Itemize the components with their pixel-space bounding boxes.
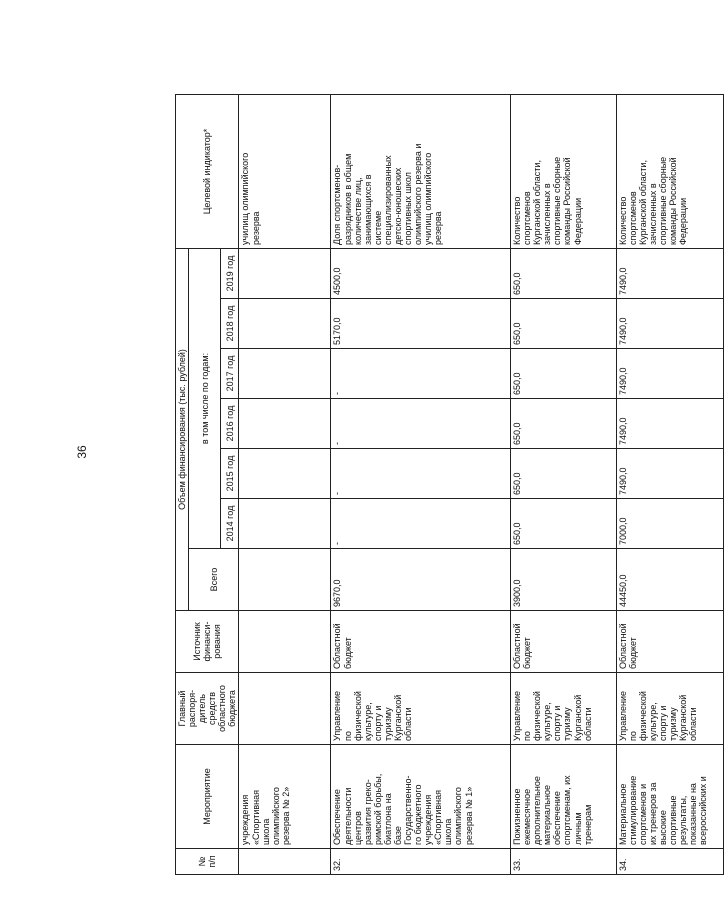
- cell-year-value: 7490,0: [616, 299, 724, 349]
- cell-year-value: 4500,0: [331, 249, 511, 299]
- header-indicator: Целевой индикатор*: [176, 95, 239, 249]
- cell-indicator: Количество спортсменов Курганской области, зачисленных в спортивные сборные команды Российской Федерации: [511, 95, 616, 249]
- cell-no: 33.: [511, 849, 616, 875]
- cell-event: учреждения «Спортивная школа олимпийского резерва № 2»: [239, 745, 331, 849]
- cell-source: [239, 611, 331, 673]
- budget-table-rotated: [175, 95, 709, 875]
- cell-year-value: [239, 299, 331, 349]
- cell-event: Материальное стимулирование спортсменов и их тренеров за высокие спортивные результаты, показанные на всероссийских и: [616, 745, 724, 849]
- cell-year-value: 650,0: [511, 499, 616, 549]
- header-year: 2019 год: [221, 249, 239, 299]
- header-source: Источник финанси- рования: [176, 611, 239, 673]
- cell-event: Пожизненное ежемесячное дополнительное материальное обеспечение спортсменам, их личным тренерам: [511, 745, 616, 849]
- table-row: [616, 95, 724, 875]
- cell-source: Областной бюджет: [331, 611, 511, 673]
- cell-year-value: [239, 449, 331, 499]
- cell-total: 3900,0: [511, 549, 616, 611]
- cell-year-value: 650,0: [511, 299, 616, 349]
- cell-total: [239, 549, 331, 611]
- cell-total: 44450,0: [616, 549, 724, 611]
- cell-year-value: 7490,0: [616, 349, 724, 399]
- cell-total: 9670,0: [331, 549, 511, 611]
- cell-year-value: 650,0: [511, 249, 616, 299]
- header-year: 2014 год: [221, 499, 239, 549]
- cell-manager: Управление по физической культуре, спорту и туризму Курганской области: [511, 673, 616, 745]
- cell-year-value: 650,0: [511, 349, 616, 399]
- cell-year-value: 7490,0: [616, 449, 724, 499]
- cell-year-value: -: [331, 449, 511, 499]
- cell-manager: Управление по физической культуре, спорту и туризму Курганской области: [331, 673, 511, 745]
- cell-no: 34.: [616, 849, 724, 875]
- cell-event: Обеспечение деятельности центров развития греко- римской борьбы, биатлона на базе Государственно- го бюджетного учреждения «Спортивная школа олимпийского резерва № 1»: [331, 745, 511, 849]
- cell-indicator: училищ олимпийского резерва: [239, 95, 331, 249]
- cell-manager: Управление по физической культуре, спорту и туризму Курганской области: [616, 673, 724, 745]
- header-year: 2016 год: [221, 399, 239, 449]
- table-body: [239, 95, 724, 875]
- table-row: [511, 95, 616, 875]
- budget-table: [175, 94, 724, 875]
- cell-year-value: -: [331, 499, 511, 549]
- header-by-years: в том числе по годам:: [189, 249, 221, 549]
- table-row: [239, 95, 331, 875]
- cell-manager: [239, 673, 331, 745]
- cell-indicator: Доля спортсменов- разрядников в общем количестве лиц, занимающихся в системе специализированных детско-юношеских спортивных школ олимпийского резерва и училищ олимпийского резерва: [331, 95, 511, 249]
- page-number: 36: [75, 445, 89, 459]
- header-no: № п/п: [176, 849, 239, 875]
- cell-source: Областной бюджет: [616, 611, 724, 673]
- cell-year-value: -: [331, 399, 511, 449]
- header-manager: Главный распоря- дитель средств областного бюджета: [176, 673, 239, 745]
- header-year: 2017 год: [221, 349, 239, 399]
- cell-year-value: [239, 499, 331, 549]
- cell-source: Областной бюджет: [511, 611, 616, 673]
- cell-no: 32.: [331, 849, 511, 875]
- cell-year-value: [239, 399, 331, 449]
- header-funding: Объем финансирования (тыс. рублей): [176, 249, 189, 611]
- cell-year-value: -: [331, 349, 511, 399]
- header-event: Мероприятие: [176, 745, 239, 849]
- cell-year-value: [239, 349, 331, 399]
- table-row: [331, 95, 511, 875]
- cell-year-value: [239, 249, 331, 299]
- cell-year-value: 7490,0: [616, 249, 724, 299]
- cell-no: [239, 849, 331, 875]
- cell-year-value: 7000,0: [616, 499, 724, 549]
- cell-year-value: 650,0: [511, 449, 616, 499]
- header-total: Всего: [189, 549, 239, 611]
- cell-year-value: 5170,0: [331, 299, 511, 349]
- cell-indicator: Количество спортсменов Курганской области, зачисленных в спортивные сборные команды Российской Федерации: [616, 95, 724, 249]
- cell-year-value: 650,0: [511, 399, 616, 449]
- header-year: 2018 год: [221, 299, 239, 349]
- table-header: [176, 95, 239, 875]
- cell-year-value: 7490,0: [616, 399, 724, 449]
- header-year: 2015 год: [221, 449, 239, 499]
